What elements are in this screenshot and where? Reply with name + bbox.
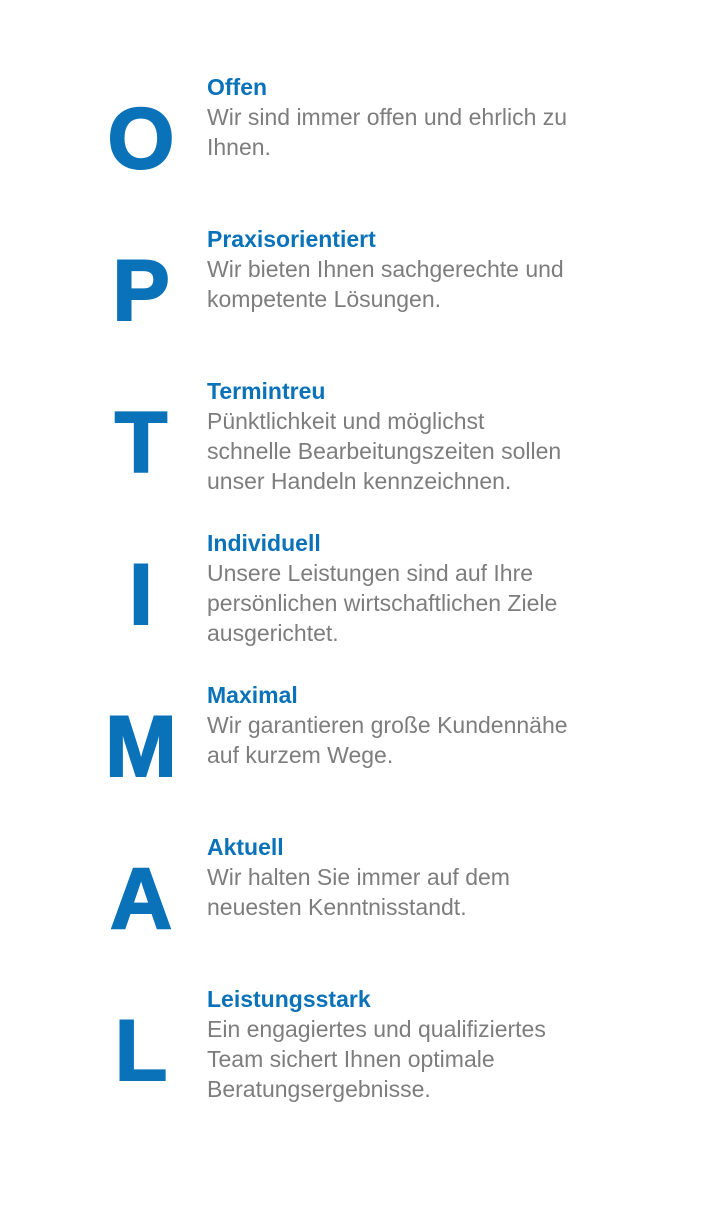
value-text-block	[207, 224, 687, 314]
value-description: Unsere Leistungen sind auf Ihre persönlichen wirtschaftlichen Ziele ausgerichtet.	[207, 560, 558, 646]
acrostic-letter-a: A	[109, 851, 173, 947]
value-item-termintreu	[0, 376, 710, 516]
value-text-block	[207, 984, 687, 1104]
value-item-praxisorientiert	[0, 224, 710, 364]
value-item-offen	[0, 72, 710, 212]
acrostic-letter-i: I	[129, 547, 153, 643]
value-item-leistungsstark	[0, 984, 710, 1124]
value-title: Termintreu	[207, 378, 326, 404]
value-item-maximal	[0, 680, 710, 820]
acrostic-letter-t: T	[114, 395, 168, 491]
value-title: Praxisorientiert	[207, 226, 376, 252]
acrostic-letter-l: L	[114, 1003, 168, 1099]
value-item-aktuell	[0, 832, 710, 972]
value-description: Wir halten Sie immer auf dem neuesten Kenntnisstandt.	[207, 864, 510, 920]
value-text-block	[207, 72, 687, 162]
acrostic-letter-m: M	[105, 699, 177, 795]
value-title: Offen	[207, 74, 268, 100]
value-title: Aktuell	[207, 834, 284, 860]
value-description: Pünktlichkeit und möglichst schnelle Bearbeitungszeiten sollen unser Handeln kennzeichnen.	[207, 408, 562, 494]
value-text-block	[207, 832, 687, 922]
acrostic-letter-o: O	[107, 91, 175, 187]
value-text-block	[207, 680, 687, 770]
value-title: Leistungsstark	[207, 986, 371, 1012]
value-description: Wir sind immer offen und ehrlich zu Ihnen.	[207, 104, 568, 160]
value-description: Wir garantieren große Kundennähe auf kurzem Wege.	[207, 712, 568, 768]
value-title: Maximal	[207, 682, 298, 708]
value-title: Individuell	[207, 530, 321, 556]
value-text-block	[207, 528, 687, 648]
value-description: Ein engagiertes und qualifiziertes Team sichert Ihnen optimale Beratungsergebnisse.	[207, 1016, 546, 1102]
value-text-block	[207, 376, 687, 496]
value-description: Wir bieten Ihnen sachgerechte und kompetente Lösungen.	[207, 256, 564, 312]
acrostic-letter-p: P	[112, 243, 170, 339]
value-item-individuell	[0, 528, 710, 668]
